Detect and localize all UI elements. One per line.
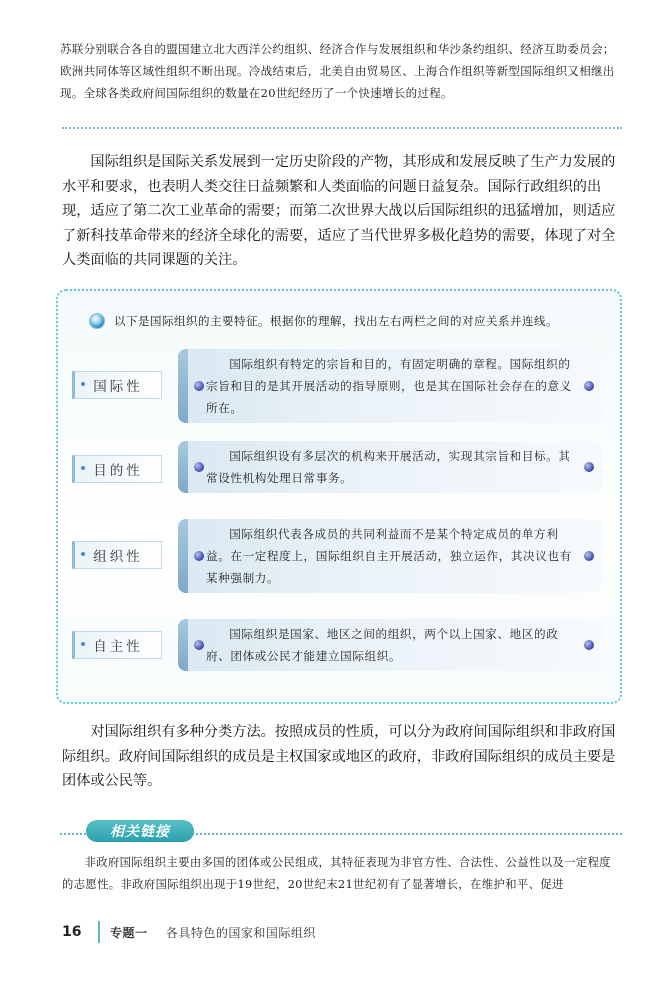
description-bar: [178, 349, 188, 423]
body-paragraph-1: 国际组织是国际关系发展到一定历史阶段的产物，其形成和发展反映了生产力发展的水平和要求，也表明人类交往日益频繁和人类面临的问题日益复杂。国际行政组织的出现，适应了第二次工业革命的需要；而第二次世界大战以后国际组织的迅猛增加，则适应了新科技革命带来的经济全球化的需要，适应了当代世界多极化趋势的需要，体现了对全人类面临的共同课题的关注。: [62, 154, 616, 268]
chapter-title: 各具特色的国家和国际组织: [165, 925, 316, 940]
page-number: 16: [62, 924, 82, 940]
chapter-label: 专题一: [110, 925, 148, 940]
top-note-text: 苏联分别联合各自的盟国建立北大西洋公约组织、经济合作与发展组织和华沙条约组织、经济互助委员会；欧洲共同体等区域性组织不断出现。冷战结束后，北美自由贸易区、上海合作组织等新型国际组织又相继出现。全球各类政府间国际组织的数量在20世纪经历了一个快速增长的过程。: [60, 42, 615, 100]
feature-description-3[interactable]: 国际组织代表各成员的共同利益而不是某个特定成员的单方利益。在一定程度上，国际组织自主开展活动，独立运作，其决议也有某种强制力。: [178, 519, 602, 593]
connector-dot-icon: [81, 382, 85, 386]
description-bar: [178, 441, 188, 493]
connector-dot-icon: [81, 466, 85, 470]
feature-description-1[interactable]: 国际组织有特定的宗旨和目的，有固定明确的章程。国际组织的宗旨和目的是其开展活动的指导原则，也是其在国际社会存在的意义所在。: [178, 349, 602, 423]
description-bar: [178, 519, 188, 593]
connector-dot-left-icon: [194, 640, 204, 650]
activity-bullet-icon: [90, 314, 104, 328]
footer-divider: [98, 921, 100, 943]
instruction-text: 以下是国际组织的主要特征。根据你的理解，找出左右两栏之间的对应关系并连线。: [114, 314, 558, 328]
related-links-text: 非政府国际组织主要由多国的团体或公民组成，其特征表现为非官方性、合法性、公益性以及一定程度的志愿性。非政府国际组织出现于19世纪，20世纪末21世纪初有了显著增长，在维护和平、促进: [62, 856, 611, 891]
connector-dot-left-icon: [194, 551, 204, 561]
feature-description-2[interactable]: 国际组织设有多层次的机构来开展活动，实现其宗旨和目标。其常设性机构处理日常事务。: [178, 441, 602, 493]
related-links-header: [60, 820, 622, 846]
body-paragraph-2: 对国际组织有多种分类方法。按照成员的性质，可以分为政府间国际组织和非政府国际组织。政府间国际组织的成员是主权国家或地区的政府，非政府国际组织的成员主要是团体或公民等。: [62, 724, 616, 789]
feature-label-1[interactable]: 国际性: [72, 371, 162, 399]
connector-dot-right-icon: [584, 381, 594, 391]
connector-dot-right-icon: [584, 551, 594, 561]
running-title: [110, 924, 316, 941]
feature-label-3[interactable]: 组织性: [72, 541, 162, 569]
feature-description-4[interactable]: 国际组织是国家、地区之间的组织，两个以上国家、地区的政府、团体或公民才能建立国际组织。: [178, 619, 602, 671]
connector-dot-icon: [81, 642, 85, 646]
connector-dot-right-icon: [584, 640, 594, 650]
connector-dot-left-icon: [194, 462, 204, 472]
connector-dot-left-icon: [194, 381, 204, 391]
description-bar: [178, 619, 188, 671]
dotted-divider: [62, 127, 622, 129]
activity-instruction: [90, 313, 610, 329]
feature-label-2[interactable]: 目的性: [72, 455, 162, 483]
related-links-title: 相关链接: [86, 820, 194, 842]
feature-label-4[interactable]: 自主性: [72, 631, 162, 659]
connector-dot-icon: [81, 552, 85, 556]
page-footer: [62, 920, 622, 944]
activity-box: [56, 289, 622, 704]
connector-dot-right-icon: [584, 462, 594, 472]
